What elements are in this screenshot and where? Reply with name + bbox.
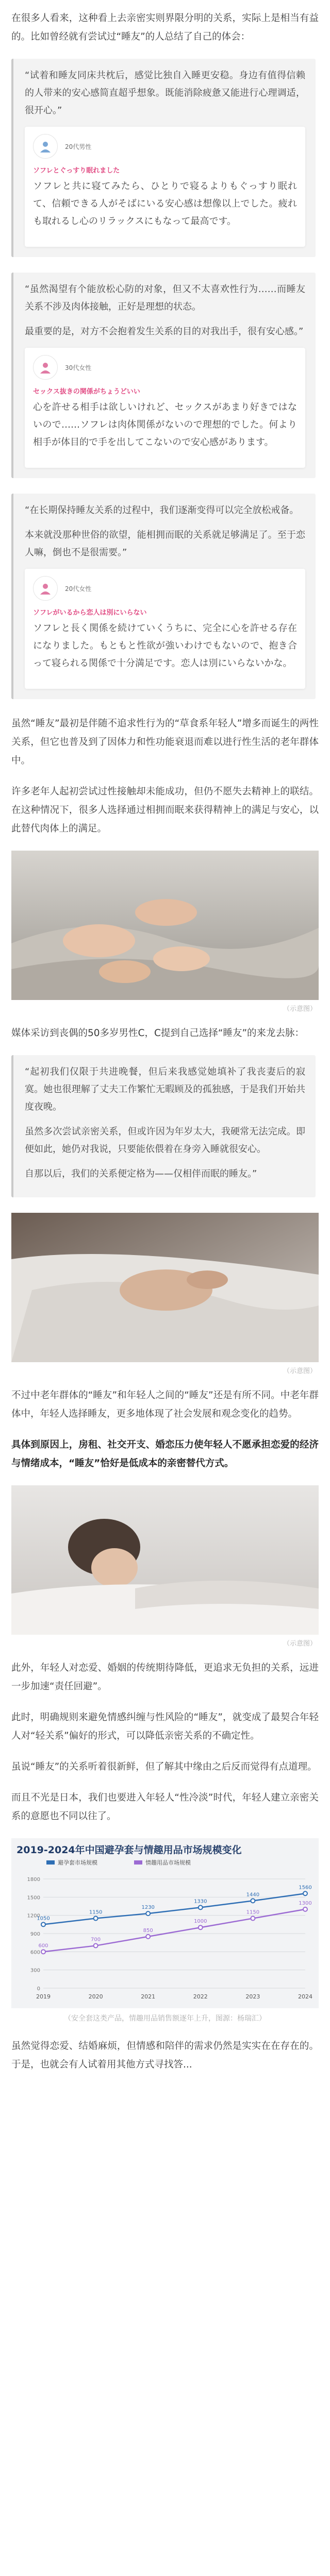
image-caption: （示意图） [283, 1005, 317, 1013]
data-point [251, 1899, 255, 1903]
data-point [41, 1950, 45, 1954]
series-line [43, 1893, 305, 1924]
data-label: 700 [91, 1937, 101, 1943]
legend-label: 情趣用品市场规模 [145, 1859, 191, 1866]
data-point [303, 1907, 307, 1911]
data-label: 1230 [141, 1905, 155, 1911]
quote-text: 自那以后，我们的关系便定格为——仅相伴而眠的睡友。” [25, 1168, 257, 1179]
data-point [146, 1911, 150, 1916]
card-user: 20代女性 [65, 585, 92, 592]
paragraph: 许多老年人起初尝试过性接触却未能成功，但仍不愿失去精神上的联结。在这种情况下，很多人选择通过相拥而眠来获得精神上的满足与安心，以此替代肉体上的满足。 [11, 786, 319, 834]
data-label: 1150 [89, 1909, 103, 1916]
data-point [303, 1891, 307, 1895]
chart-plot [16, 1856, 314, 2004]
card-title: ソフレとぐっすり眠れました [33, 167, 120, 175]
data-point [94, 1917, 98, 1921]
card-body: ソフレと長く関係を続けていくうちに、完全に心を許せる存在になりました。もともと性欲が強いわけでもないので、抱き合って寝られる関係で十分満足です。恋人は別にいらないかな。 [33, 623, 297, 669]
avatar-icon [33, 134, 58, 159]
y-tick-label: 300 [30, 1968, 40, 1974]
quote-text: “试着和睡友同床共枕后，感觉比独自入睡更安稳。身边有值得信赖的人带来的安心感简直超乎想象。既能消除疲惫又能进行心理调适，很开心。” [25, 70, 305, 116]
paragraph: 虽然“睡友”最初是伴随不追求性行为的“草食系年轻人”增多而诞生的两性关系，但它也普及到了因体力和性功能衰退而难以进行性生活的老年群体中。 [11, 718, 319, 766]
avatar-icon [33, 355, 58, 380]
data-label: 1330 [194, 1899, 207, 1905]
legend-label: 避孕套市场规模 [58, 1859, 97, 1866]
x-tick-label: 2022 [193, 1993, 208, 2000]
data-label: 850 [143, 1927, 153, 1934]
quote-text: “虽然渴望有个能放松心防的对象，但又不太喜欢性行为……而睡友关系不涉及肉体接触，正好是理想的状态。 [25, 284, 305, 312]
source-card [25, 348, 305, 468]
data-label: 600 [38, 1943, 48, 1949]
y-tick-label: 1200 [27, 1913, 40, 1919]
photo-hand-sheets [11, 1213, 319, 1362]
paragraph: 此时，明确规则来避免情感纠缠与性风险的“睡友”，就变成了最契合年轻人对“轻关系”偏好的形式，可以降低亲密关系的不确定性。 [11, 1712, 319, 1741]
data-point [94, 1944, 98, 1948]
paragraph: 媒体采访到丧偶的50多岁男性C，C提到自己选择“睡友”的来龙去脉： [11, 1028, 305, 1039]
quote-text: 最重要的是，对方不会抱着发生关系的目的对我出手，很有安心感。” [25, 326, 304, 337]
card-title: ソフレがいるから恋人は別にいらない [33, 609, 147, 617]
quote-text: “在长期保持睡友关系的过程中，我们逐渐变得可以完全放松戒备。 [25, 505, 299, 516]
data-label: 1560 [299, 1885, 312, 1891]
x-tick-label: 2019 [36, 1993, 51, 2000]
quote-block [11, 273, 316, 478]
card-body: 心を許せる相手は欲しいけれど、セックスがあまり好きではないので……ソフレは肉体関係がないので理想的でした。何より相手が体目的で手を出してこないので安心感があります。 [33, 402, 297, 448]
data-point [146, 1935, 150, 1939]
data-label: 1440 [246, 1892, 260, 1898]
data-label: 1300 [299, 1900, 312, 1906]
legend-swatch [46, 1860, 55, 1865]
chart-title: 2019-2024年中国避孕套与情趣用品市场规模变化 [16, 1844, 242, 1856]
y-tick-label: 1500 [27, 1895, 40, 1901]
avatar-icon [33, 576, 58, 601]
market-chart [11, 1838, 319, 2008]
card-user: 20代男性 [65, 143, 92, 150]
photo-feet-bed [11, 851, 319, 1000]
quote-block [11, 1055, 316, 1197]
paragraph: 不过中老年群体的“睡友”和年轻人之间的“睡友”还是有所不同。中老年群体中，年轻人选择睡友，更多地体现了社会发展和观念变化的趋势。 [11, 1390, 319, 1419]
data-point [251, 1917, 255, 1921]
card-user: 30代女性 [65, 364, 92, 371]
y-tick-label: 1800 [27, 1877, 40, 1883]
card-title: セックス抜きの関係がちょうどいい [33, 388, 140, 396]
paragraph: 在很多人看来，这种看上去亲密实则界限分明的关系，实际上是相当有益的。比如曾经就有尝试过“睡友”的人总结了自己的体会： [11, 13, 319, 42]
quote-block [11, 494, 316, 699]
card-body: ソフレと共に寝てみたら、ひとりで寝るよりもぐっすり眠れて、信頼できる人がそばにいる安心感は想像以上でした。疲れも取れるし心のリラックスにもなって最高です。 [33, 181, 297, 227]
photo-woman-bed [11, 1485, 319, 1635]
data-point [199, 1905, 203, 1909]
data-label: 1150 [246, 1909, 260, 1916]
legend-swatch [134, 1860, 142, 1865]
chart-caption: （安全套这类产品，情趣用品销售额逐年上升，图源：杨瑞汇） [64, 2014, 266, 2023]
paragraph: 虽然觉得恋爱、结婚麻烦，但情感和陪伴的需求仍然是实实在在存在的。于是，也就会有人试着用其他方式寻找答... [11, 2041, 319, 2070]
y-tick-label: 600 [30, 1950, 40, 1956]
source-card [25, 569, 305, 689]
quote-block [11, 59, 316, 257]
quote-text: 虽然多次尝试亲密关系，但或许因为年岁太大，我硬常无法完成。即便如此，她仍对我说，只要能依偎着在身旁入睡就很安心。 [25, 1126, 305, 1155]
data-label: 1050 [37, 1916, 50, 1922]
x-tick-label: 2021 [141, 1993, 156, 2000]
quote-text: 本来就没那种世俗的欲望，能相拥而眠的关系就足够满足了。至于恋人嘛，倒也不是很需要。” [25, 530, 305, 558]
x-tick-label: 2024 [298, 1993, 312, 2000]
source-card [25, 127, 305, 247]
paragraph: 而且不光是日本，我们也要进入年轻人“性冷淡”时代，年轻人建立亲密关系的意愿也不同以往了。 [11, 1792, 319, 1822]
x-tick-label: 2020 [88, 1993, 103, 2000]
paragraph: 虽说“睡友”的关系听着很新鲜，但了解其中缘由之后反而觉得有点道理。 [11, 1761, 317, 1772]
paragraph-emphasis: 具体到原因上，房租、社交开支、婚恋压力使年轻人不愿承担恋爱的经济与情绪成本，“睡友”恰好是低成本的亲密替代方式。 [11, 1439, 319, 1469]
y-tick-label: 0 [37, 1986, 40, 1992]
quote-text: “起初我们仅限于共进晚餐，但后来我感觉她填补了我丧妻后的寂寞。她也很理解了丈夫工作繁忙无暇顾及的孤独感，于是我们开始共度夜晚。 [25, 1066, 305, 1112]
image-caption: （示意图） [283, 1640, 317, 1648]
data-point [199, 1925, 203, 1929]
data-label: 1000 [194, 1919, 207, 1925]
data-point [41, 1922, 45, 1926]
image-caption: （示意图） [283, 1367, 317, 1375]
x-tick-label: 2023 [245, 1993, 260, 2000]
paragraph: 此外，年轻人对恋爱、婚姻的传统期待降低，更追求无负担的关系，远进一步加速“责任回避”。 [11, 1663, 319, 1692]
series-line [43, 1909, 305, 1952]
y-tick-label: 900 [30, 1931, 40, 1937]
